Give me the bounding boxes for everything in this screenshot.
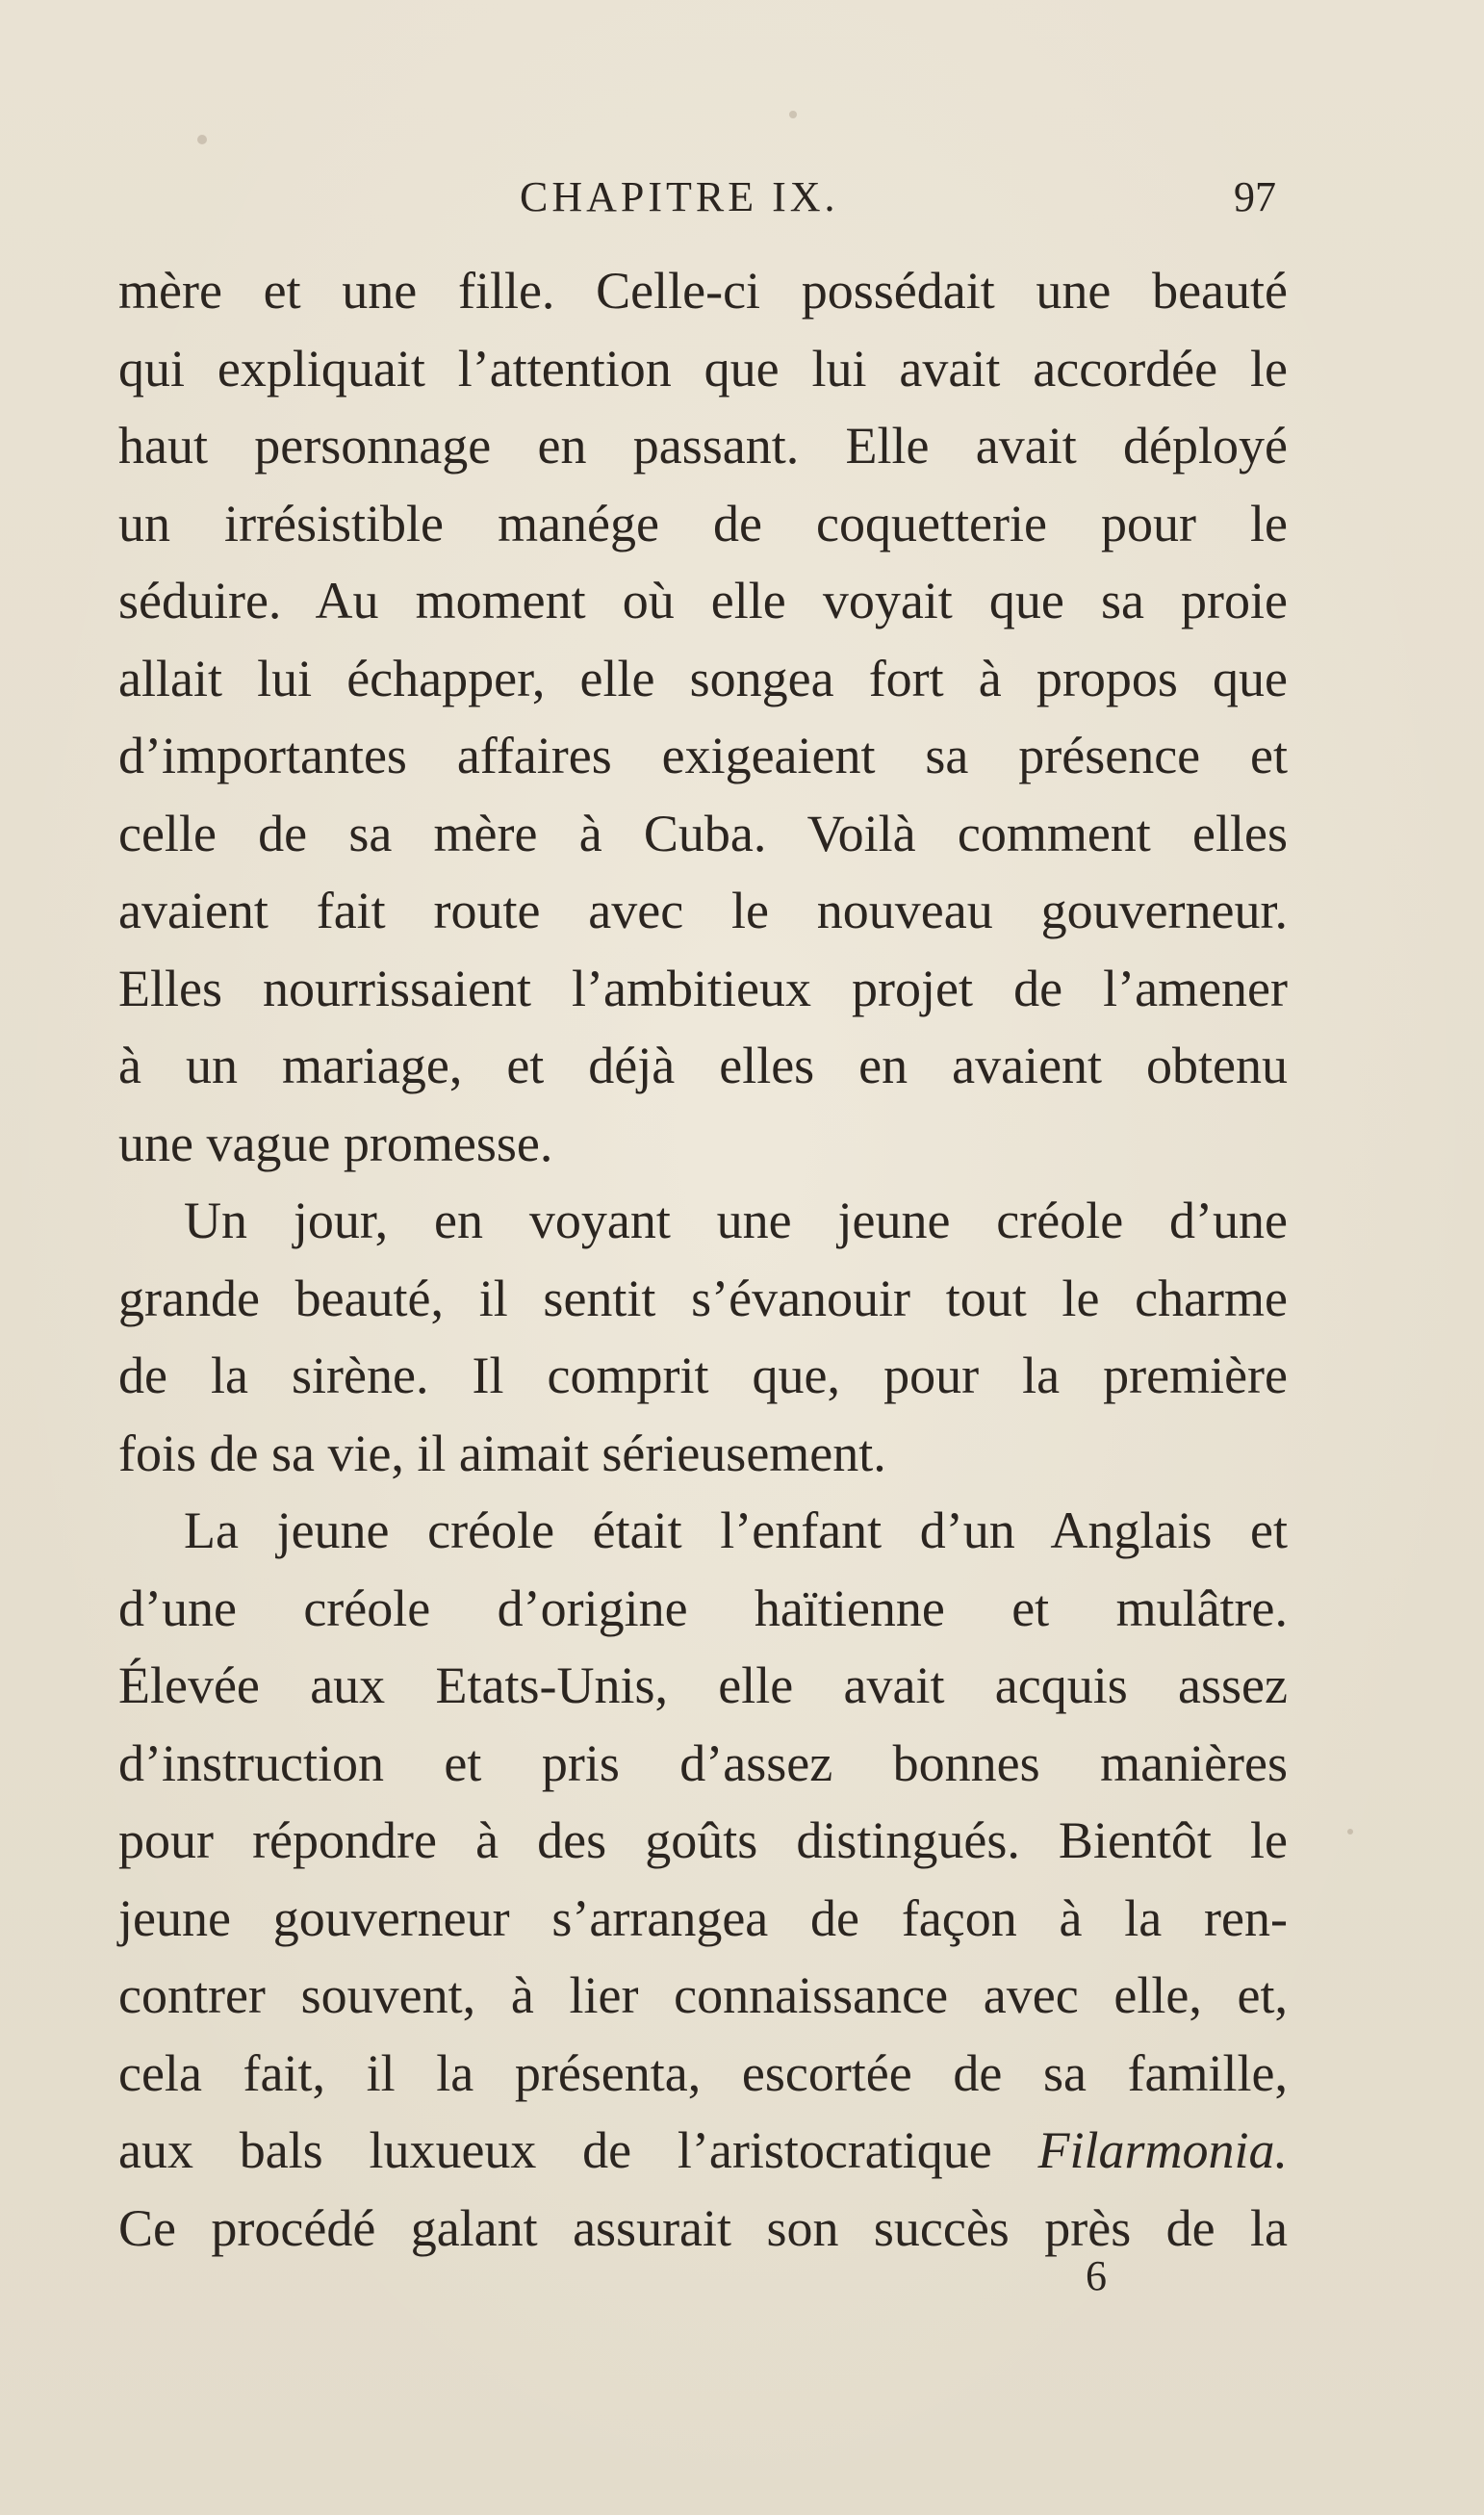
text-line-content: jeune gouverneur s’arrangea de façon à la ren- bbox=[118, 1888, 1288, 1947]
text-line bbox=[118, 562, 1288, 640]
paper-speck bbox=[197, 135, 207, 144]
text-line bbox=[118, 485, 1288, 563]
text-line bbox=[118, 1027, 1288, 1105]
paper-speck bbox=[1347, 1829, 1353, 1835]
paper-speck bbox=[789, 111, 797, 118]
italic-word: Filarmonia. bbox=[1037, 2121, 1288, 2179]
text-line-content: d’une créole d’origine haïtienne et mulâtre. bbox=[118, 1578, 1288, 1637]
text-line-content: d’instruction et pris d’assez bonnes manières bbox=[118, 1733, 1288, 1792]
signature-mark: 6 bbox=[1086, 2252, 1107, 2299]
text-line bbox=[118, 1725, 1288, 1803]
text-line-content: Un jour, en voyant une jeune créole d’une bbox=[184, 1192, 1288, 1249]
text-line-content: Ce procédé galant assurait son succès près de la bbox=[118, 2198, 1288, 2257]
text-line bbox=[118, 950, 1288, 1028]
text-line-content: aux bals luxueux de l’aristocratique bbox=[118, 2121, 1038, 2179]
text-line bbox=[118, 330, 1288, 408]
text-line-content: cela fait, il la présenta, escortée de sa famille, bbox=[118, 2043, 1288, 2102]
text-line-content: Élevée aux Etats-Unis, elle avait acquis assez bbox=[118, 1656, 1288, 1714]
text-line-content: d’importantes affaires exigeaient sa présence et bbox=[118, 727, 1288, 784]
text-line-content: allait lui échapper, elle songea fort à propos que bbox=[118, 649, 1288, 707]
text-line-content: une vague promesse. bbox=[118, 1114, 553, 1172]
page-header bbox=[0, 168, 1484, 226]
text-line-content: de la sirène. Il comprit que, pour la première bbox=[118, 1347, 1288, 1404]
text-line bbox=[118, 2035, 1288, 2113]
text-line-content: grande beauté, il sentit s’évanouir tout le charme bbox=[118, 1269, 1288, 1327]
text-line bbox=[118, 1570, 1288, 1648]
text-line-content: pour répondre à des goûts distingués. Bientôt le bbox=[118, 1811, 1288, 1869]
page-number: 97 bbox=[1234, 173, 1276, 220]
text-line bbox=[118, 252, 1288, 330]
text-line bbox=[118, 1957, 1288, 2035]
text-line-content: mère et une fille. Celle-ci possédait une beauté bbox=[118, 262, 1288, 320]
text-line-content: haut personnage en passant. Elle avait déployé bbox=[118, 417, 1288, 475]
text-line-content: La jeune créole était l’enfant d’un Anglais et bbox=[184, 1501, 1288, 1559]
text-line bbox=[118, 795, 1288, 873]
body-text bbox=[118, 252, 1288, 2267]
text-line-content: séduire. Au moment où elle voyait que sa proie bbox=[118, 572, 1288, 629]
text-line bbox=[118, 1182, 1288, 1260]
running-head: CHAPITRE IX. bbox=[520, 173, 839, 220]
text-line-content: un irrésistible manége de coquetterie pour le bbox=[118, 494, 1288, 552]
text-line bbox=[118, 640, 1288, 718]
text-line bbox=[118, 1260, 1288, 1338]
text-line bbox=[118, 872, 1288, 950]
text-line bbox=[118, 2190, 1288, 2268]
text-line-content: qui expliquait l’attention que lui avait accordée le bbox=[118, 339, 1288, 398]
text-line-content: avaient fait route avec le nouveau gouverneur. bbox=[118, 882, 1288, 939]
text-line bbox=[118, 1492, 1288, 1570]
text-line bbox=[118, 717, 1288, 795]
text-line-content: celle de sa mère à Cuba. Voilà comment elles bbox=[118, 804, 1288, 862]
text-line bbox=[118, 1647, 1288, 1725]
text-line bbox=[118, 2112, 1288, 2190]
text-line bbox=[118, 1802, 1288, 1880]
text-line-content: contrer souvent, à lier connaissance avec elle, et, bbox=[118, 1966, 1288, 2024]
text-line bbox=[118, 1415, 1288, 1493]
text-line bbox=[118, 1337, 1288, 1415]
text-line bbox=[118, 1880, 1288, 1958]
text-line-content: à un mariage, et déjà elles en avaient obtenu bbox=[118, 1037, 1288, 1094]
text-line bbox=[118, 407, 1288, 485]
text-line-content: fois de sa vie, il aimait sérieusement. bbox=[118, 1424, 886, 1482]
text-line-content: Elles nourrissaient l’ambitieux projet de l’amener bbox=[118, 959, 1288, 1017]
text-line bbox=[118, 1105, 1288, 1183]
